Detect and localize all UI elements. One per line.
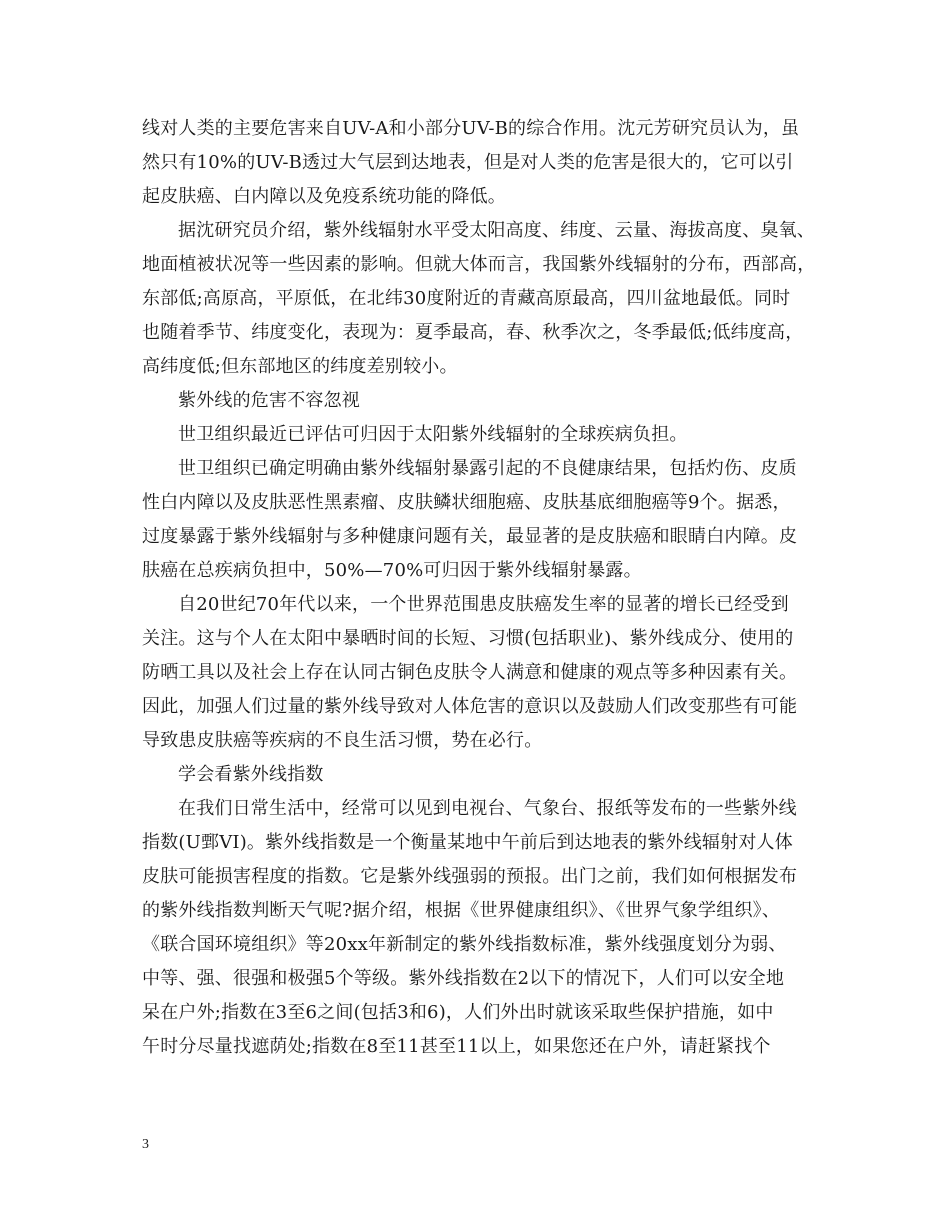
text-line: 世卫组织最近已评估可归因于太阳紫外线辐射的全球疾病负担。 xyxy=(178,424,688,445)
text-line: 皮肤可能损害程度的指数。它是紫外线强弱的预报。出门之前，我们如何根据发布 xyxy=(142,866,798,887)
text-line: 指数(U鄄VI)。紫外线指数是一个衡量某地中午前后到达地表的紫外线辐射对人体 xyxy=(142,832,793,853)
text-line: 午时分尽量找遮荫处;指数在8至11甚至11以上，如果您还在户外，请赶紧找个 xyxy=(142,1036,771,1057)
text-line: 关注。这与个人在太阳中暴晒时间的长短、习惯(包括职业)、紫外线成分、使用的 xyxy=(142,628,794,649)
text-line: 导致患皮肤癌等疾病的不良生活习惯，势在必行。 xyxy=(142,730,543,751)
text-line: 高纬度低;但东部地区的纬度差别较小。 xyxy=(142,356,458,377)
text-line: 自20世纪70年代以来，一个世界范围患皮肤癌发生率的显著的增长已经受到 xyxy=(178,594,789,615)
text-line: 《联合国环境组织》等20xx年新制定的紫外线指数标准，紫外线强度划分为弱、 xyxy=(142,934,787,955)
text-line: 过度暴露于紫外线辐射与多种健康问题有关，最显著的是皮肤癌和眼睛白内障。皮 xyxy=(142,526,798,547)
text-line: 东部低;高原高，平原低，在北纬30度附近的青藏高原最高，四川盆地最低。同时 xyxy=(142,288,791,309)
text-line: 然只有10%的UV-B透过大气层到达地表，但是对人类的危害是很大的，它可以引 xyxy=(142,152,794,173)
text-line: 学会看紫外线指数 xyxy=(178,764,324,785)
text-line: 在我们日常生活中，经常可以见到电视台、气象台、报纸等发布的一些紫外线 xyxy=(178,798,797,819)
text-line: 线对人类的主要危害来自UV-A和小部分UV-B的综合作用。沈元芳研究员认为，虽 xyxy=(142,118,800,139)
text-line: 性白内障以及皮肤恶性黑素瘤、皮肤鳞状细胞癌、皮肤基底细胞癌等9个。据悉， xyxy=(142,492,791,513)
text-line: 中等、强、很强和极强5个等级。紫外线指数在2以下的情况下，人们可以安全地 xyxy=(142,968,785,989)
text-line: 因此，加强人们过量的紫外线导致对人体危害的意识以及鼓励人们改变那些有可能 xyxy=(142,696,798,717)
text-line: 地面植被状况等一些因素的影响。但就大体而言，我国紫外线辐射的分布，西部高， xyxy=(142,254,816,275)
text-line: 据沈研究员介绍，紫外线辐射水平受太阳高度、纬度、云量、海拔高度、臭氧、 xyxy=(178,220,815,241)
text-line: 也随着季节、纬度变化，表现为：夏季最高，春、秋季次之，冬季最低;低纬度高， xyxy=(142,322,804,343)
page-number: 3 xyxy=(142,1137,149,1152)
text-line: 的紫外线指数判断天气呢?据介绍，根据《世界健康组织》、《世界气象学组织》、 xyxy=(142,900,781,921)
text-line: 世卫组织已确定明确由紫外线辐射暴露引起的不良健康结果，包括灼伤、皮质 xyxy=(178,458,797,479)
text-line: 起皮肤癌、白内障以及免疫系统功能的降低。 xyxy=(142,186,506,207)
body-text xyxy=(142,112,824,1064)
text-line: 防晒工具以及社会上存在认同古铜色皮肤令人满意和健康的观点等多种因素有关。 xyxy=(142,662,798,683)
text-line: 紫外线的危害不容忽视 xyxy=(178,390,360,411)
text-line: 肤癌在总疾病负担中，50%—70%可归因于紫外线辐射暴露。 xyxy=(142,560,642,581)
text-line: 呆在户外;指数在3至6之间(包括3和6)，人们外出时就该采取些保护措施，如中 xyxy=(142,1002,774,1023)
